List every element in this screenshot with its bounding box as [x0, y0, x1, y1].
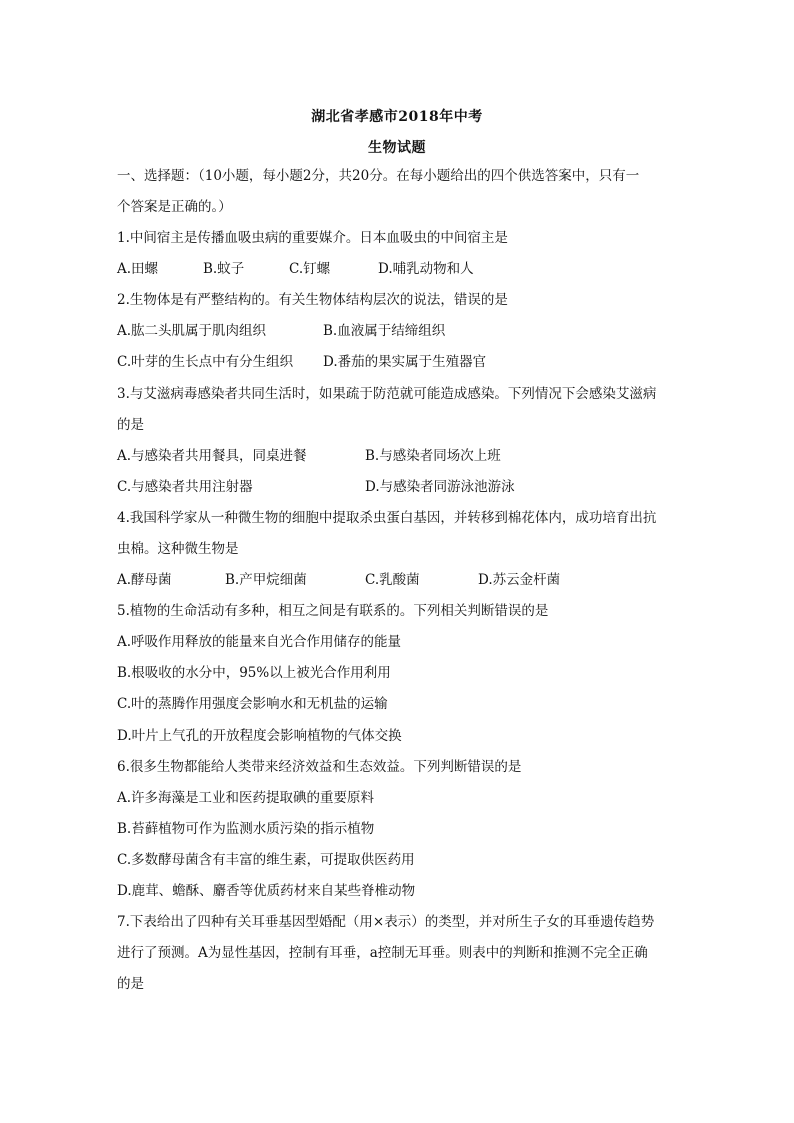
question-7-stem-line-3: 的是: [117, 976, 144, 992]
question-3-option-b: B.与感染者同场次上班: [365, 448, 501, 464]
question-2-option-d: D.番茄的果实属于生殖器官: [323, 354, 487, 370]
exam-subtitle: 生物试题: [368, 140, 426, 156]
question-2-stem: 2.生物体是有严整结构的。有关生物体结构层次的说法，错误的是: [117, 292, 508, 308]
question-6-option-b: B.苔藓植物可作为监测水质污染的指示植物: [117, 821, 375, 837]
question-4-option-d: D.苏云金杆菌: [478, 572, 561, 588]
question-2-option-c: C.叶芽的生长点中有分生组织: [117, 354, 294, 370]
question-3-stem-line-2: 的是: [117, 417, 144, 433]
question-7-stem-line-2: 进行了预测。A为显性基因，控制有耳垂，a控制无耳垂。则表中的判断和推测不完全正确: [117, 945, 648, 961]
question-4-stem-line-2: 虫棉。这种微生物是: [117, 541, 239, 557]
question-5-option-a: A.呼吸作用释放的能量来自光合作用储存的能量: [117, 634, 402, 650]
section-instructions-line-2: 个答案是正确的。）: [117, 199, 232, 215]
section-instructions-line-1: 一、选择题：（10小题，每小题2分，共20分。在每小题给出的四个供选答案中，只有一: [117, 168, 640, 184]
question-3-option-d: D.与感染者同游泳池游泳: [365, 479, 515, 495]
question-2-option-b: B.血液属于结缔组织: [323, 323, 446, 339]
question-4-option-c: C.乳酸菌: [365, 572, 420, 588]
question-4-option-a: A.酵母菌: [117, 572, 172, 588]
question-1-option-d: D.哺乳动物和人: [378, 261, 474, 277]
question-6-option-c: C.多数酵母菌含有丰富的维生素，可提取供医药用: [117, 852, 415, 868]
exam-title: 湖北省孝感市2018年中考: [311, 109, 483, 125]
question-2-option-a: A.肱二头肌属于肌肉组织: [117, 323, 267, 339]
question-4-stem-line-1: 4.我国科学家从一种微生物的细胞中提取杀虫蛋白基因，并转移到棉花体内，成功培育出抗: [117, 510, 657, 526]
question-5-option-d: D.叶片上气孔的开放程度会影响植物的气体交换: [117, 728, 402, 744]
question-1-stem: 1.中间宿主是传播血吸虫病的重要媒介。日本血吸虫的中间宿主是: [117, 230, 508, 246]
question-5-stem: 5.植物的生命活动有多种，相互之间是有联系的。下列相关判断错误的是: [117, 603, 549, 619]
question-1-option-c: C.钉螺: [289, 261, 331, 277]
question-1-option-a: A.田螺: [117, 261, 159, 277]
question-5-option-b: B.根吸收的水分中，95%以上被光合作用利用: [117, 665, 391, 681]
question-5-option-c: C.叶的蒸腾作用强度会影响水和无机盐的运输: [117, 696, 388, 712]
question-7-stem-line-1: 7.下表给出了四种有关耳垂基因型婚配（用×表示）的类型，并对所生子女的耳垂遗传趋势: [117, 914, 655, 930]
question-1-option-b: B.蚊子: [203, 261, 245, 277]
question-6-option-d: D.鹿茸、蟾酥、麝香等优质药材来自某些脊椎动物: [117, 883, 416, 899]
question-3-option-c: C.与感染者共用注射器: [117, 479, 253, 495]
question-6-option-a: A.许多海藻是工业和医药提取碘的重要原料: [117, 790, 375, 806]
question-4-option-b: B.产甲烷细菌: [225, 572, 307, 588]
question-3-stem-line-1: 3.与艾滋病毒感染者共同生活时，如果疏于防范就可能造成感染。下列情况下会感染艾滋病: [117, 386, 657, 402]
question-6-stem: 6.很多生物都能给人类带来经济效益和生态效益。下列判断错误的是: [117, 759, 522, 775]
question-3-option-a: A.与感染者共用餐具，同桌进餐: [117, 448, 307, 464]
